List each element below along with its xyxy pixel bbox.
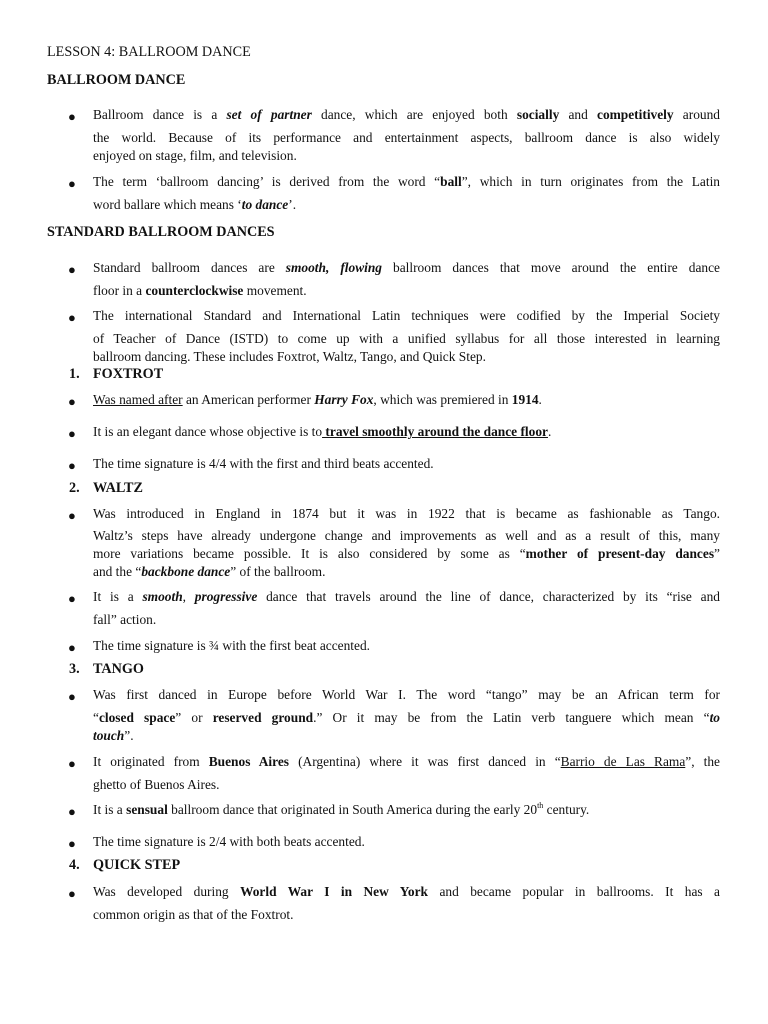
bullet-icon: ● (68, 640, 76, 655)
section-heading-standard: STANDARD BALLROOM DANCES (47, 224, 275, 240)
bullet-icon: ● (68, 176, 76, 191)
bullet-icon: ● (68, 426, 76, 441)
bullet-icon: ● (68, 804, 76, 819)
bullet-icon: ● (68, 394, 76, 409)
bullet-icon: ● (68, 886, 76, 901)
bullet-icon: ● (68, 458, 76, 473)
lesson-title: LESSON 4: BALLROOM DANCE (47, 44, 251, 60)
bullet-icon: ● (68, 756, 76, 771)
bullet-icon: ● (68, 591, 76, 606)
bullet-icon: ● (68, 836, 76, 851)
bullet-icon: ● (68, 689, 76, 704)
bullet-icon: ● (68, 310, 76, 325)
bullet-icon: ● (68, 508, 76, 523)
section-heading-ballroom: BALLROOM DANCE (47, 72, 186, 88)
bullet-icon: ● (68, 262, 76, 277)
bullet-icon: ● (68, 109, 76, 124)
